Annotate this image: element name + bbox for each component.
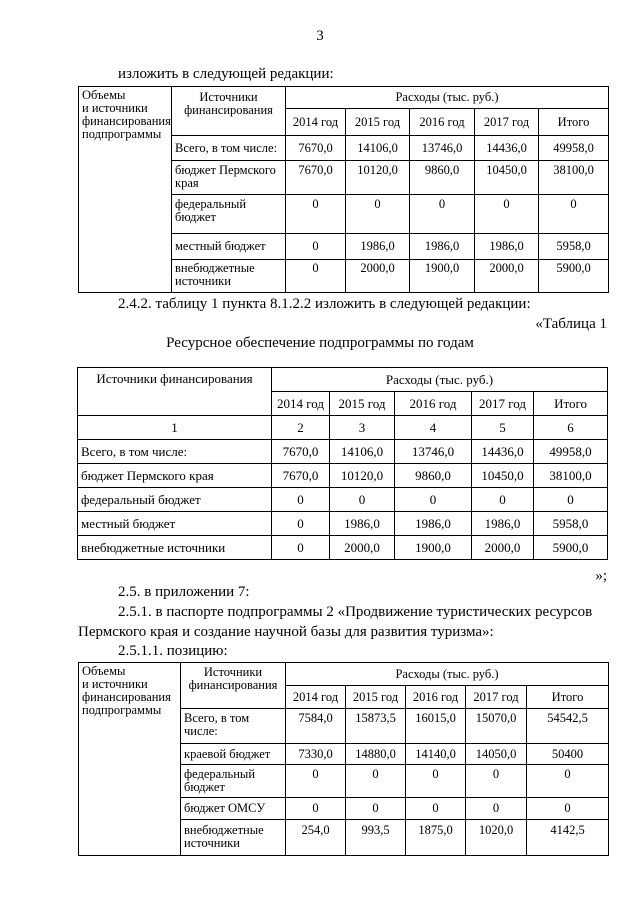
- row-name: бюджет ОМСУ: [181, 798, 286, 820]
- cell-value: 993,5: [346, 820, 406, 856]
- cell-value: 0: [346, 798, 406, 820]
- cell-value: 0: [410, 195, 475, 234]
- cell-value: 1900,0: [410, 260, 475, 293]
- column-number: 1: [78, 416, 272, 440]
- cell-value: 10120,0: [330, 464, 395, 488]
- year-cell: 2015 год: [346, 686, 406, 709]
- cell-value: 0: [475, 195, 539, 234]
- row-name: Всего, в том числе:: [78, 440, 272, 464]
- year-cell: Итого: [539, 109, 609, 136]
- cell-value: 1986,0: [346, 234, 410, 260]
- year-cell: 2014 год: [286, 109, 346, 136]
- table2-numbers-row: [78, 416, 608, 440]
- year-cell: 2016 год: [395, 392, 472, 416]
- cell-value: 13746,0: [395, 440, 472, 464]
- cell-value: 1875,0: [406, 820, 466, 856]
- cell-value: 0: [286, 260, 346, 293]
- cell-value: 2000,0: [475, 260, 539, 293]
- table3-sources-header: Источники финансирования: [181, 663, 286, 709]
- row-name: местный бюджет: [78, 512, 272, 536]
- cell-value: 7670,0: [286, 161, 346, 195]
- table-row: [78, 536, 608, 560]
- cell-value: 0: [406, 798, 466, 820]
- cell-value: 38100,0: [534, 464, 608, 488]
- column-number: 5: [472, 416, 534, 440]
- row-name: внебюджетные источники: [181, 820, 286, 856]
- column-number: 3: [330, 416, 395, 440]
- cell-value: 38100,0: [539, 161, 609, 195]
- intro-text: изложить в следующей редакции:: [118, 66, 334, 82]
- cell-value: 7670,0: [272, 440, 330, 464]
- year-cell: 2016 год: [406, 686, 466, 709]
- cell-value: 9860,0: [395, 464, 472, 488]
- cell-value: 0: [346, 195, 410, 234]
- close-quote: »;: [595, 568, 607, 584]
- cell-value: 15873,5: [346, 709, 406, 744]
- cell-value: 0: [286, 798, 346, 820]
- cell-value: 0: [272, 536, 330, 560]
- cell-value: 5958,0: [534, 512, 608, 536]
- table-label: «Таблица 1: [535, 316, 607, 332]
- cell-value: 2000,0: [472, 536, 534, 560]
- paragraph-2-5-1-1: 2.5.1.1. позицию:: [118, 643, 228, 659]
- cell-value: 15070,0: [466, 709, 527, 744]
- cell-value: 0: [346, 765, 406, 798]
- row-name: федеральный бюджет: [78, 488, 272, 512]
- paragraph-2-5-1-line1: 2.5.1. в паспорте подпрограммы 2 «Продвижение туристических ресурсов: [118, 604, 593, 620]
- paragraph-2-5-1-line2: Пермского края и создание научной базы для развития туризма»:: [78, 624, 494, 640]
- row-name: внебюджетные источники: [172, 260, 286, 293]
- cell-value: 0: [539, 195, 609, 234]
- table1-label: Объемы и источники финансирования подпрограммы: [79, 87, 172, 293]
- cell-value: 0: [527, 765, 609, 798]
- cell-value: 0: [472, 488, 534, 512]
- cell-value: 0: [466, 765, 527, 798]
- cell-value: 1020,0: [466, 820, 527, 856]
- table-2: [77, 367, 608, 560]
- cell-value: 7584,0: [286, 709, 346, 744]
- table-3: [78, 662, 609, 856]
- paragraph-2-5: 2.5. в приложении 7:: [118, 584, 250, 600]
- row-name: Всего, в том числе:: [172, 136, 286, 161]
- cell-value: 9860,0: [410, 161, 475, 195]
- table1-sources-header: Источники финансирования: [172, 87, 286, 136]
- paragraph-2-4-2: 2.4.2. таблицу 1 пункта 8.1.2.2 изложить в следующей редакции:: [118, 296, 531, 312]
- cell-value: 2000,0: [346, 260, 410, 293]
- year-cell: 2017 год: [466, 686, 527, 709]
- cell-value: 0: [527, 798, 609, 820]
- cell-value: 0: [466, 798, 527, 820]
- year-cell: 2015 год: [330, 392, 395, 416]
- row-name: федеральный бюджет: [181, 765, 286, 798]
- column-number: 4: [395, 416, 472, 440]
- table-title: Ресурсное обеспечение подпрограммы по годам: [166, 335, 474, 351]
- cell-value: 13746,0: [410, 136, 475, 161]
- cell-value: 1986,0: [410, 234, 475, 260]
- cell-value: 0: [395, 488, 472, 512]
- cell-value: 10120,0: [346, 161, 410, 195]
- table2-sources-header: Источники финансирования: [78, 368, 272, 416]
- table-row: [78, 464, 608, 488]
- table-row: [78, 512, 608, 536]
- year-cell: 2017 год: [475, 109, 539, 136]
- table2-expenses-header: Расходы (тыс. руб.): [272, 368, 608, 392]
- cell-value: 49958,0: [534, 440, 608, 464]
- cell-value: 0: [272, 488, 330, 512]
- row-name: краевой бюджет: [181, 744, 286, 765]
- cell-value: 4142,5: [527, 820, 609, 856]
- cell-value: 5900,0: [534, 536, 608, 560]
- cell-value: 5900,0: [539, 260, 609, 293]
- cell-value: 7330,0: [286, 744, 346, 765]
- row-name: местный бюджет: [172, 234, 286, 260]
- year-cell: 2014 год: [272, 392, 330, 416]
- cell-value: 16015,0: [406, 709, 466, 744]
- table-1: [78, 86, 609, 293]
- table3-label: Объемы и источники финансирования подпрограммы: [79, 663, 181, 856]
- cell-value: 1986,0: [475, 234, 539, 260]
- cell-value: 7670,0: [272, 464, 330, 488]
- cell-value: 2000,0: [330, 536, 395, 560]
- year-cell: 2017 год: [472, 392, 534, 416]
- cell-value: 0: [286, 234, 346, 260]
- cell-value: 14106,0: [346, 136, 410, 161]
- table1-expenses-header: Расходы (тыс. руб.): [286, 87, 609, 109]
- cell-value: 1986,0: [395, 512, 472, 536]
- cell-value: 10450,0: [475, 161, 539, 195]
- year-cell: 2014 год: [286, 686, 346, 709]
- cell-value: 0: [272, 512, 330, 536]
- year-cell: 2016 год: [410, 109, 475, 136]
- cell-value: 0: [330, 488, 395, 512]
- cell-value: 49958,0: [539, 136, 609, 161]
- cell-value: 54542,5: [527, 709, 609, 744]
- row-name: Всего, в том числе:: [181, 709, 286, 744]
- cell-value: 0: [286, 765, 346, 798]
- cell-value: 1900,0: [395, 536, 472, 560]
- row-name: бюджет Пермского края: [78, 464, 272, 488]
- cell-value: 14436,0: [475, 136, 539, 161]
- cell-value: 7670,0: [286, 136, 346, 161]
- cell-value: 5958,0: [539, 234, 609, 260]
- cell-value: 1986,0: [330, 512, 395, 536]
- cell-value: 0: [286, 195, 346, 234]
- cell-value: 14880,0: [346, 744, 406, 765]
- cell-value: 14050,0: [466, 744, 527, 765]
- year-cell: Итого: [534, 392, 608, 416]
- cell-value: 0: [406, 765, 466, 798]
- cell-value: 14140,0: [406, 744, 466, 765]
- cell-value: 1986,0: [472, 512, 534, 536]
- row-name: федеральный бюджет: [172, 195, 286, 234]
- year-cell: 2015 год: [346, 109, 410, 136]
- row-name: бюджет Пермского края: [172, 161, 286, 195]
- page-number: 3: [316, 28, 324, 44]
- cell-value: 0: [534, 488, 608, 512]
- cell-value: 254,0: [286, 820, 346, 856]
- year-cell: Итого: [527, 686, 609, 709]
- cell-value: 14436,0: [472, 440, 534, 464]
- row-name: внебюджетные источники: [78, 536, 272, 560]
- cell-value: 10450,0: [472, 464, 534, 488]
- table3-expenses-header: Расходы (тыс. руб.): [286, 663, 609, 686]
- table-row: [78, 440, 608, 464]
- column-number: 2: [272, 416, 330, 440]
- cell-value: 50400: [527, 744, 609, 765]
- column-number: 6: [534, 416, 608, 440]
- cell-value: 14106,0: [330, 440, 395, 464]
- table-row: [78, 488, 608, 512]
